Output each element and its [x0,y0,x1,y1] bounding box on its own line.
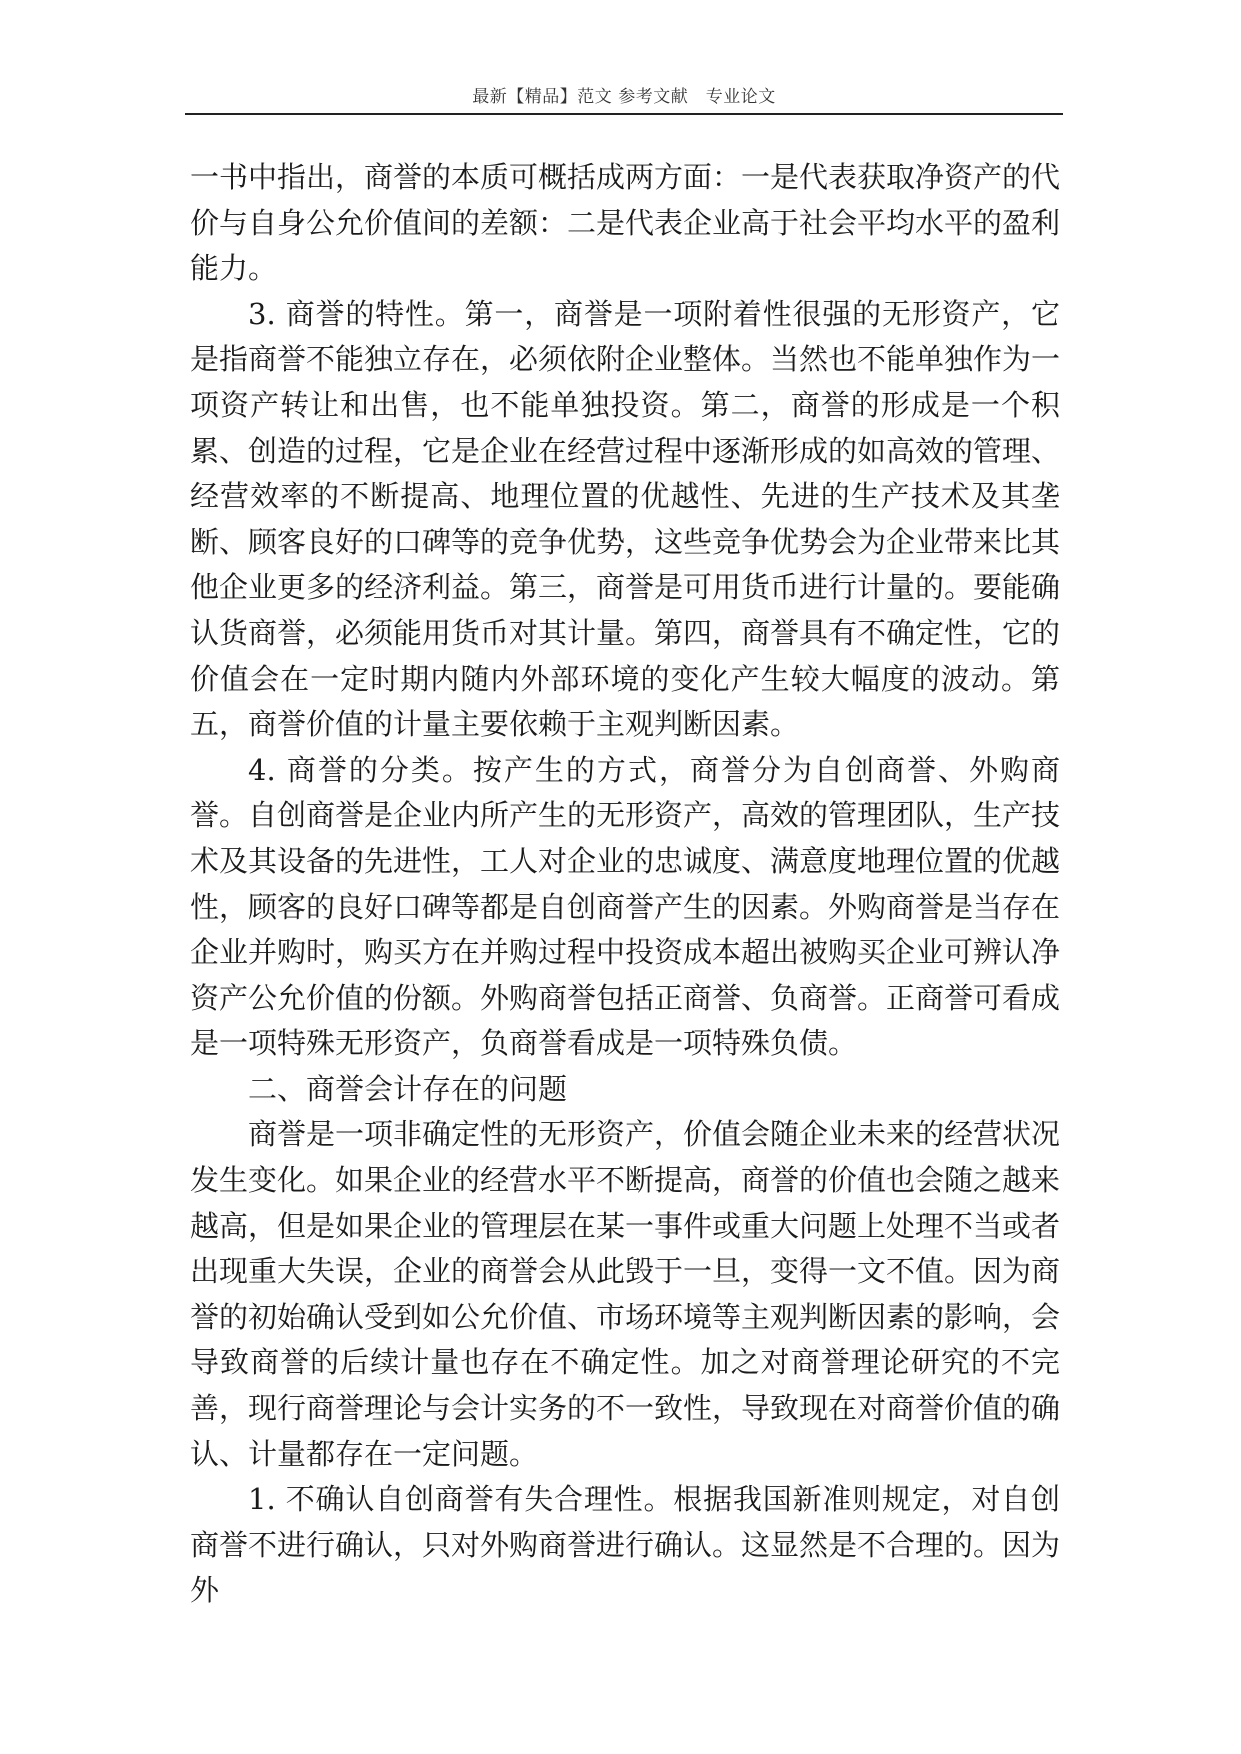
paragraph-goodwill-characteristics: 3. 商誉的特性。第一，商誉是一项附着性很强的无形资产，它是指商誉不能独立存在，必须依附企业整体。当然也不能单独作为一项资产转让和出售，也不能单独投资。第二，商誉的形成是一个积累、创造的过程，它是企业在经营过程中逐渐形成的如高效的管理、经营效率的不断提高、地理位置的优越性、先进的生产技术及其垄断、顾客良好的口碑等的竞争优势，这些竞争优势会为企业带来比其他企业更多的经济利益。第三，商誉是可用货币进行计量的。要能确认货商誉，必须能用货币对其计量。第四，商誉具有不确定性，它的价值会在一定时期内随内外部环境的变化产生较大幅度的波动。第五，商誉价值的计量主要依赖于主观判断因素。 [190,296,1061,742]
document-body [190,155,1060,1614]
page-header: 最新【精品】范文 参考文献 专业论文 [472,87,776,107]
paragraph-goodwill-problems: 商誉是一项非确定性的无形资产，价值会随企业未来的经营状况发生变化。如果企业的经营水平不断提高，商誉的价值也会随之越来越高，但是如果企业的管理层在某一事件或重大问题上处理不当或者出现重大失误，企业的商誉会从此毁于一旦，变得一文不值。因为商誉的初始确认受到如公允价值、市场环境等主观判断因素的影响，会导致商誉的后续计量也存在不确定性。加之对商誉理论研究的不完善，现行商誉理论与会计实务的不一致性，导致现在对商誉价值的确认、计量都存在一定问题。 [190,1117,1061,1471]
paragraph-self-created-goodwill: 1. 不确认自创商誉有失合理性。根据我国新准则规定，对自创商誉不进行确认，只对外购商誉进行确认。这显然是不合理的。因为外 [190,1482,1061,1608]
header-divider [185,113,1063,115]
paragraph-goodwill-classification: 4. 商誉的分类。按产生的方式，商誉分为自创商誉、外购商誉。自创商誉是企业内所产生的无形资产，高效的管理团队，生产技术及其设备的先进性，工人对企业的忠诚度、满意度地理位置的优越性，顾客的良好口碑等都是自创商誉产生的因素。外购商誉是当存在企业并购时，购买方在并购过程中投资成本超出被购买企业可辨认净资产公允价值的份额。外购商誉包括正商誉、负商誉。正商誉可看成是一项特殊无形资产，负商誉看成是一项特殊负债。 [190,752,1061,1061]
paragraph-continued: 一书中指出，商誉的本质可概括成两方面：一是代表获取净资产的代价与自身公允价值间的差额：二是代表企业高于社会平均水平的盈利能力。 [190,160,1061,286]
section-heading: 二、商誉会计存在的问题 [248,1071,568,1106]
